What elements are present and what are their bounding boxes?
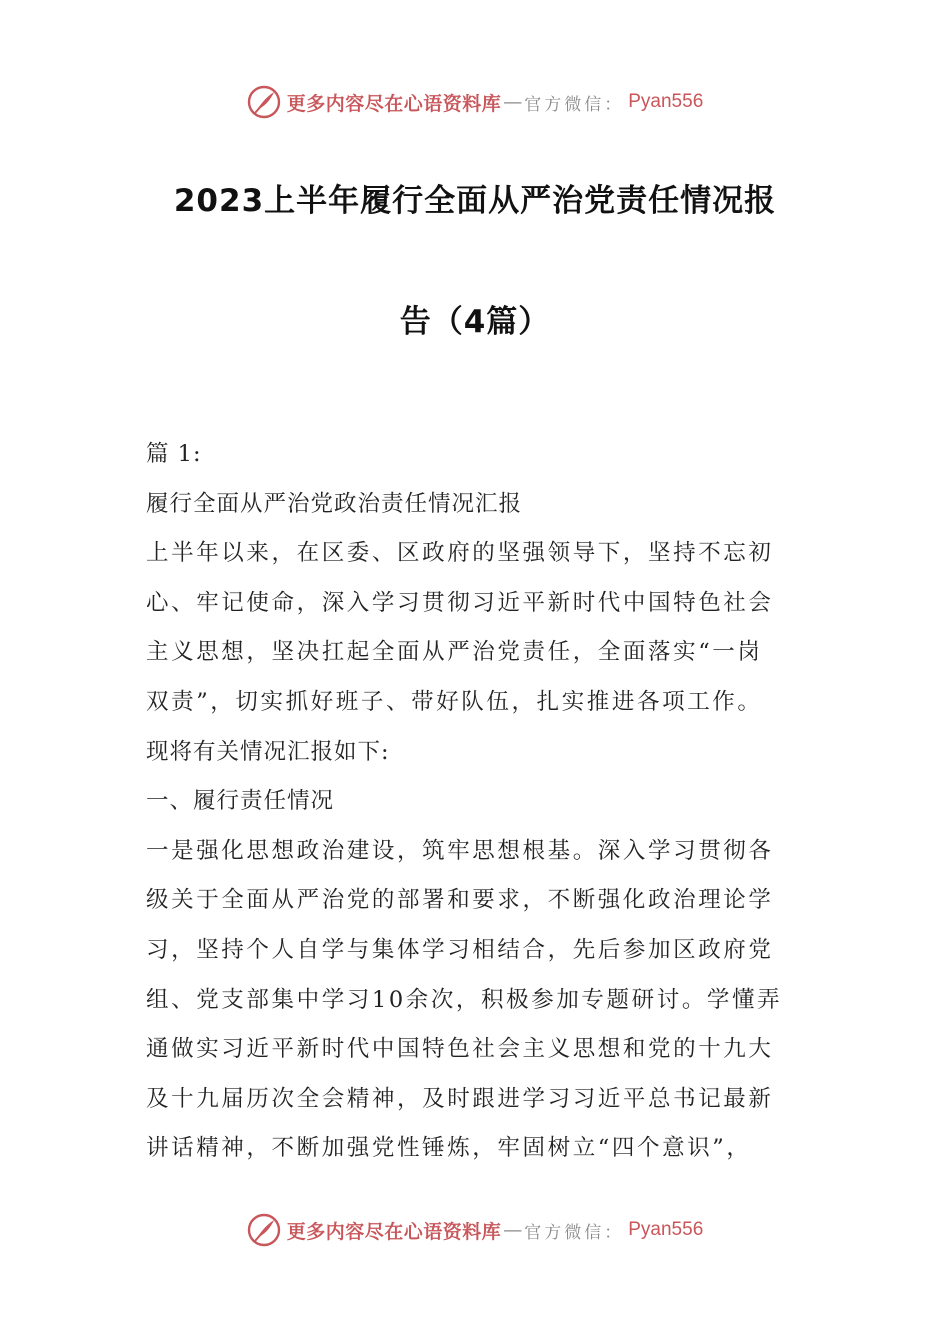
watermark-text: 更多内容尽在心语资料库: [286, 92, 502, 115]
watermark-wechat-id: Pyan556: [628, 1219, 704, 1240]
body-line: 篇 1:: [146, 441, 202, 467]
body-line: 级关于全面从严治党的部署和要求，不断强化政治理论学: [146, 887, 774, 914]
quill-logo-icon: [247, 1213, 281, 1247]
body-line: 双责”，切实抓好班子、带好队伍，扎实推进各项工作。: [146, 688, 763, 715]
body-line: 讲话精神，不断加强党性锤炼，牢固树立“四个意识”，: [146, 1135, 752, 1162]
body-line: 主义思想，坚决扛起全面从严治党责任，全面落实“一岗: [146, 639, 763, 666]
document-title-line-2: 告（4篇）: [399, 304, 551, 340]
watermark-text: 更多内容尽在心语资料库: [286, 1220, 502, 1243]
body-line: 组、党支部集中学习10余次，积极参加专题研讨。学懂弄: [146, 986, 783, 1013]
footer-watermark: [0, 1210, 950, 1250]
body-line: 一是强化思想政治建设，筑牢思想根基。深入学习贯彻各: [146, 837, 774, 864]
watermark-dash: —: [503, 91, 523, 113]
body-line: 通做实习近平新时代中国特色社会主义思想和党的十九大: [146, 1036, 774, 1063]
quill-logo-icon: [247, 85, 281, 119]
body-line: 上半年以来，在区委、区政府的坚强领导下，坚持不忘初: [146, 540, 774, 567]
body-line: 履行全面从严治党政治责任情况汇报: [146, 490, 523, 517]
body-line: 一、履行责任情况: [146, 788, 335, 815]
body-line: 现将有关情况汇报如下:: [146, 738, 390, 765]
watermark-official-label: 官方微信：: [524, 1222, 625, 1243]
document-title-line-1: 2023上半年履行全面从严治党责任情况报: [173, 183, 777, 219]
watermark-official-label: 官方微信：: [524, 94, 625, 115]
watermark-wechat-id: Pyan556: [628, 91, 704, 112]
document-body: [146, 430, 816, 1174]
watermark-dash: —: [503, 1219, 523, 1241]
header-watermark: [0, 82, 950, 122]
body-line: 心、牢记使命，深入学习贯彻习近平新时代中国特色社会: [146, 589, 774, 616]
body-line: 及十九届历次全会精神，及时跟进学习习近平总书记最新: [146, 1085, 774, 1112]
body-line: 习，坚持个人自学与集体学习相结合，先后参加区政府党: [146, 936, 774, 963]
